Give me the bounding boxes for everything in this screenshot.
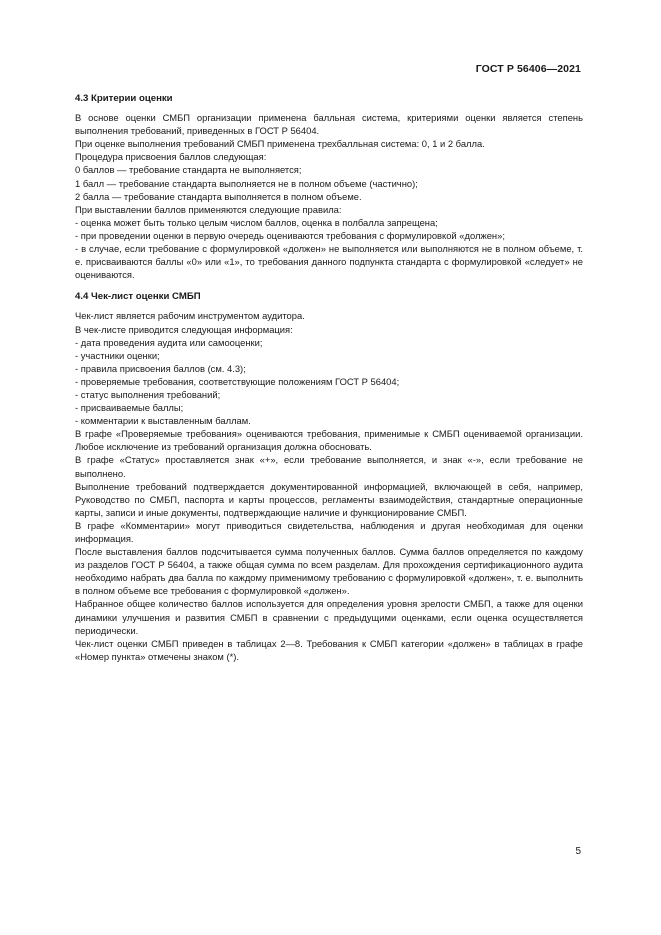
paragraph: Чек-лист является рабочим инструментом аудитора. <box>75 310 305 322</box>
paragraph: Выполнение требований подтверждается документированной информацией, включающей в себя, например, Руководство по СМБП, паспорта и карты процессов, регламенты взаимодействия, стандартные операционные карты, записи и иные документы, подтверждающие наличие и функционирование СМБП. <box>75 480 583 518</box>
document-id-header: ГОСТ Р 56406—2021 <box>475 63 581 75</box>
list-item: 0 баллов — требование стандарта не выполняется; <box>75 164 302 176</box>
paragraph: В основе оценки СМБП организации применена балльная система, критериями оценки является степень выполнения требований, приведенных в ГОСТ Р 56404. <box>75 112 583 137</box>
list-item: 2 балла — требование стандарта выполняется в полном объеме. <box>75 190 362 202</box>
page-number: 5 <box>575 846 581 857</box>
list-item: - проверяемые требования, соответствующие положениям ГОСТ Р 56404; <box>75 375 400 387</box>
list-item: - участники оценки; <box>75 349 160 361</box>
paragraph: При выставлении баллов применяются следующие правила: <box>75 203 342 215</box>
list-item: - комментарии к выставленным баллам. <box>75 415 251 427</box>
section-4-3-title: 4.3 Критерии оценки <box>75 93 173 104</box>
list-item: - статус выполнения требований; <box>75 388 221 400</box>
list-item: - правила присвоения баллов (см. 4.3); <box>75 362 246 374</box>
list-item: - оценка может быть только целым числом баллов, оценка в полбалла запрещена; <box>75 216 438 228</box>
paragraph: В графе «Комментарии» могут приводиться свидетельства, наблюдения и другая необходимая для оценки информация. <box>75 519 583 544</box>
list-item: - при проведении оценки в первую очередь оцениваются требования с формулировкой «должен»; <box>75 229 505 241</box>
paragraph: В графе «Проверяемые требования» оцениваются требования, применимые к СМБП оцениваемой организации. Любое исключение из требований организация должна обосновать. <box>75 428 583 453</box>
list-item: - в случае, если требование с формулировкой «должен» не выполняется или выполняются не в полном объеме, т. е. присваиваются баллы «0» или «1», то требования данного подпункта стандарта с формулировкой «следует» не оцениваются. <box>75 243 583 281</box>
section-4-4-title: 4.4 Чек-лист оценки СМБП <box>75 291 201 303</box>
paragraph: В графе «Статус» проставляется знак «+», если требование выполняется, и знак «-», если требование не выполнено. <box>75 454 583 479</box>
paragraph: При оценке выполнения требований СМБП применена трехбалльная система: 0, 1 и 2 балла. <box>75 138 485 150</box>
paragraph: Процедура присвоения баллов следующая: <box>75 151 267 163</box>
paragraph: Набранное общее количество баллов используется для определения уровня зрелости СМБП, а также для оценки динамики улучшения и развития СМБП в сравнении с предыдущими оценками, если оценка осуществляется периодически. <box>75 598 583 636</box>
list-item: 1 балл — требование стандарта выполняется не в полном объеме (частично); <box>75 177 418 189</box>
paragraph: Чек-лист оценки СМБП приведен в таблицах 2—8. Требования к СМБП категории «должен» в таблицах в графе «Номер пункта» отмечены знаком (*). <box>75 637 583 662</box>
list-item: - дата проведения аудита или самооценки; <box>75 336 263 348</box>
paragraph: После выставления баллов подсчитывается сумма полученных баллов. Сумма баллов определяется по каждому из разделов ГОСТ Р 56404, а также общая сумма по всем разделам. Для прохождения сертификационного аудита необходимо набрать два балла по каждому применимому требованию с формулировкой «должен», т. е. выполнить в полном объеме все требования с формулировкой «должен». <box>75 546 583 597</box>
list-item: - присваиваемые баллы; <box>75 402 184 414</box>
paragraph: В чек-листе приводится следующая информация: <box>75 323 293 335</box>
page-body <box>75 92 583 663</box>
